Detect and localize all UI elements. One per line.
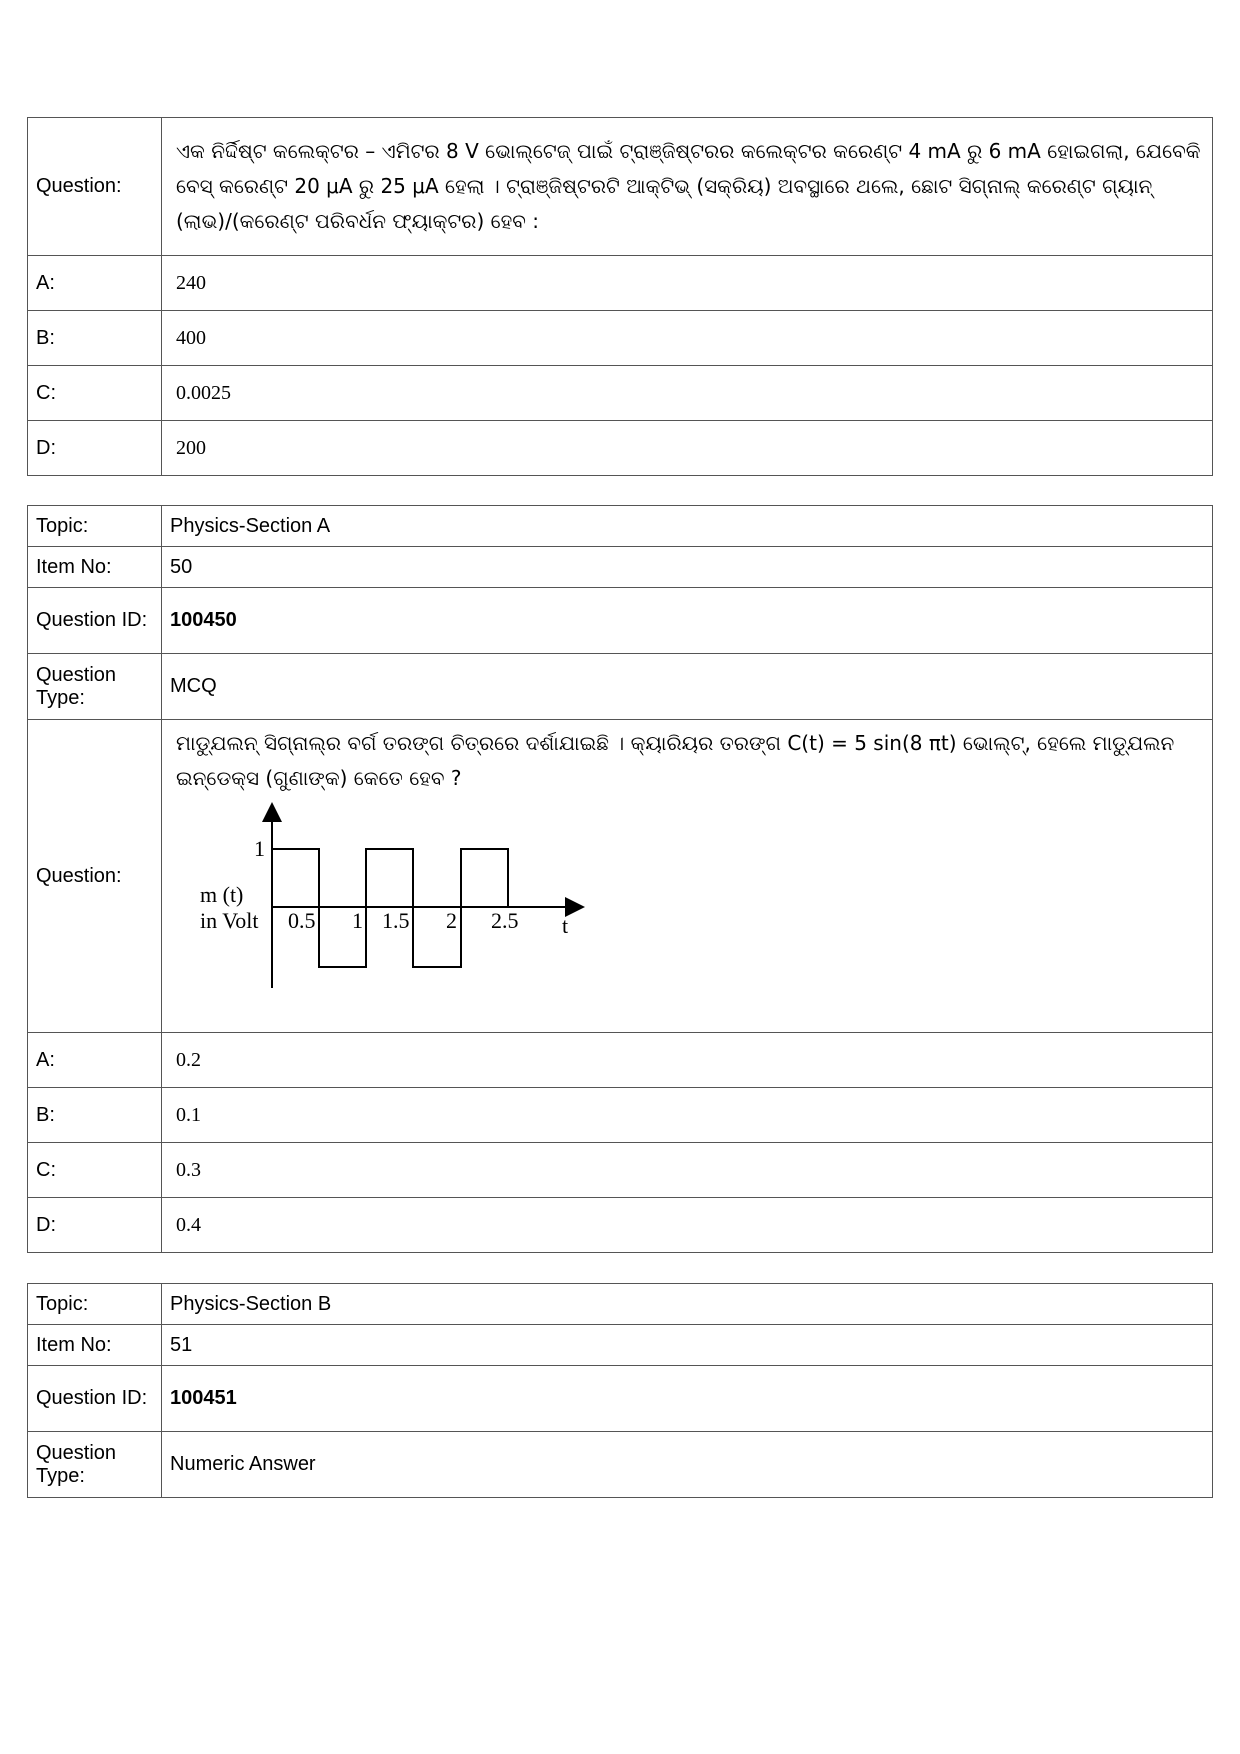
- option-c-label: C:: [28, 366, 162, 421]
- question-id-value: 100451: [162, 1366, 1213, 1432]
- option-a-value: 240: [162, 256, 1213, 311]
- question-id-label: Question ID:: [28, 588, 162, 654]
- option-d-value: 0.4: [162, 1198, 1213, 1253]
- square-wave-svg: [186, 798, 606, 998]
- question-block-2: [27, 505, 1213, 1253]
- x-tick-2: 2: [446, 908, 457, 933]
- item-no-label: Item No:: [28, 547, 162, 588]
- item-no-value: 50: [162, 547, 1213, 588]
- option-d-label: D:: [28, 421, 162, 476]
- x-tick-1: 1: [352, 908, 363, 933]
- x-tick-0-5: 0.5: [288, 908, 316, 933]
- question-type-label: Question Type:: [28, 1432, 162, 1498]
- question-block-3: [27, 1283, 1213, 1498]
- question-type-value: MCQ: [162, 654, 1213, 720]
- x-tick-2-5: 2.5: [491, 908, 519, 933]
- topic-label: Topic:: [28, 506, 162, 547]
- option-b-label: B:: [28, 311, 162, 366]
- square-wave-graph: [176, 798, 1204, 1009]
- topic-value: Physics-Section B: [162, 1284, 1213, 1325]
- y-label-line2: in Volt: [200, 908, 259, 933]
- topic-value: Physics-Section A: [162, 506, 1213, 547]
- option-b-value: 400: [162, 311, 1213, 366]
- option-c-value: 0.3: [162, 1143, 1213, 1198]
- x-axis-label: t: [562, 913, 569, 938]
- question-label: Question:: [28, 720, 162, 1033]
- question-text: ମାଡ୍ଯୁଲନ୍ ସିଗ୍ନାଲ୍ର ବର୍ଗ ତରଙ୍ଗ ଚିତ୍ରରେ ଦର୍ଶାଯାଇଛି । କ୍ୟାରିୟର ତରଙ୍ଗ C(t) = 5 sin(8 πt) ଭୋଲ୍ଟ୍, ହେଲେ ମାଡ୍ଯୁଲନ ଇନ୍ଡେକ୍ସ (ଗୁଣାଙ୍କ) କେତେ ହେବ ?: [176, 731, 1175, 790]
- question-cell: [162, 720, 1213, 1033]
- question-label: Question:: [28, 118, 162, 256]
- option-a-label: A:: [28, 256, 162, 311]
- topic-label: Topic:: [28, 1284, 162, 1325]
- option-c-value: 0.0025: [162, 366, 1213, 421]
- question-text: ଏକ ନିର୍ଦ୍ଦିଷ୍ଟ କଲେକ୍ଟର – ଏମିଟର 8 V ଭୋଲ୍ଟେଜ୍ ପାଇଁ ଟ୍ରାଞ୍ଜିଷ୍ଟରର କଲେକ୍ଟର କରେଣ୍ଟ 4 mA ରୁ 6 mA ହୋଇଗଲା, ଯେବେକି ବେସ୍ କରେଣ୍ଟ 20 μA ରୁ 25 μA ହେଲା । ଟ୍ରାଞ୍ଜିଷ୍ଟରଟି ଆକ୍ଟିଭ୍ (ସକ୍ରିୟ) ଅବସ୍ଥାରେ ଥଲେ, ଛୋଟ ସିଗ୍ନାଲ୍ କରେଣ୍ଟ ଗ୍ୟାନ୍ (ଲାଭ)/(କରେଣ୍ଟ ପରିବର୍ଧନ ଫ୍ୟାକ୍ଟର) ହେବ :: [162, 118, 1213, 256]
- option-a-label: A:: [28, 1033, 162, 1088]
- question-id-label: Question ID:: [28, 1366, 162, 1432]
- option-b-value: 0.1: [162, 1088, 1213, 1143]
- item-no-value: 51: [162, 1325, 1213, 1366]
- option-d-value: 200: [162, 421, 1213, 476]
- question-block-1: [27, 117, 1213, 476]
- question-id-value: 100450: [162, 588, 1213, 654]
- option-b-label: B:: [28, 1088, 162, 1143]
- y-tick-1: 1: [254, 836, 265, 861]
- option-a-value: 0.2: [162, 1033, 1213, 1088]
- question-type-value: Numeric Answer: [162, 1432, 1213, 1498]
- x-tick-1-5: 1.5: [382, 908, 410, 933]
- y-label-line1: m (t): [200, 882, 244, 907]
- item-no-label: Item No:: [28, 1325, 162, 1366]
- question-type-label: Question Type:: [28, 654, 162, 720]
- option-d-label: D:: [28, 1198, 162, 1253]
- option-c-label: C:: [28, 1143, 162, 1198]
